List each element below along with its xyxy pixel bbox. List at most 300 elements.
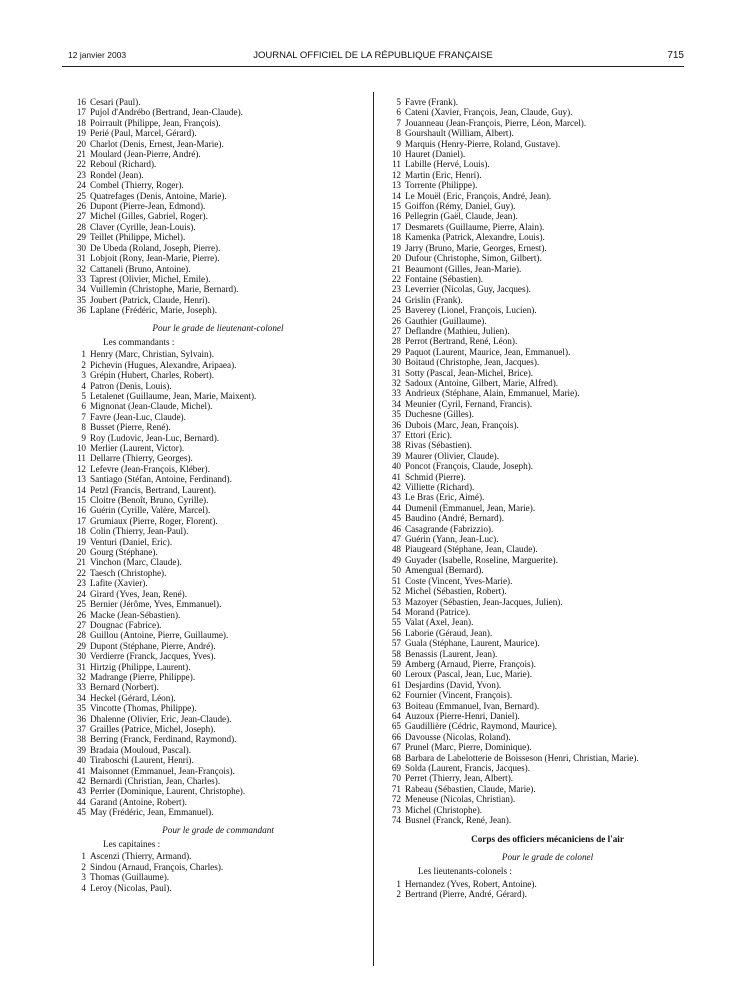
item-name: Perrier (Dominique, Laurent, Christophe). xyxy=(90,786,246,797)
item-name: Andrieux (Stéphane, Alain, Emmanuel, Marie). xyxy=(405,388,580,399)
item-number: 20 xyxy=(391,253,401,264)
item-number: 55 xyxy=(391,617,401,628)
item-name: Lefevre (Jean-François, Kléber). xyxy=(90,463,210,474)
item-name: Quatrefages (Denis, Antoine, Marie). xyxy=(90,190,227,201)
item-name: Joubert (Patrick, Claude, Henri). xyxy=(90,294,210,305)
item-number: 29 xyxy=(76,232,86,243)
item-name: Petzl (Francis, Bertrand, Laurent). xyxy=(90,484,217,495)
item-name: Maisonnet (Emmanuel, Jean-François). xyxy=(90,765,235,776)
list-item xyxy=(70,547,366,557)
item-name: Rondel (Jean). xyxy=(90,169,144,180)
item-number: 71 xyxy=(391,783,401,794)
section-intro-capitaines: Les capitaines : xyxy=(103,839,161,850)
item-number: 65 xyxy=(391,721,401,732)
item-name: Jouanneau (Jean-François, Pierre, Léon, Marcel). xyxy=(405,117,587,128)
item-name: Benassis (Laurent, Jean). xyxy=(405,648,498,659)
list-item xyxy=(385,742,710,752)
item-name: Martin (Eric, Henri). xyxy=(405,169,482,180)
list-item xyxy=(385,669,710,679)
list-item xyxy=(70,734,366,744)
item-number: 69 xyxy=(391,763,401,773)
item-number: 9 xyxy=(396,138,401,149)
item-number: 23 xyxy=(391,284,401,295)
item-name: Bernard (Norbert). xyxy=(90,682,159,693)
item-number: 16 xyxy=(76,505,86,516)
item-number: 73 xyxy=(391,804,401,815)
list-top xyxy=(70,97,366,316)
list-item xyxy=(385,222,710,232)
column-divider xyxy=(373,92,374,966)
item-name: Michel (Sébastien, Robert). xyxy=(405,586,507,597)
list-item xyxy=(385,232,710,242)
item-number: 34 xyxy=(391,398,401,409)
item-number: 3 xyxy=(81,872,86,883)
list-item xyxy=(70,370,366,380)
list-item xyxy=(385,555,710,565)
item-number: 40 xyxy=(76,755,86,766)
item-number: 1 xyxy=(396,878,401,889)
list-item xyxy=(385,378,710,388)
list-item xyxy=(385,305,710,315)
item-number: 25 xyxy=(391,305,401,316)
item-number: 15 xyxy=(391,201,401,212)
item-number: 9 xyxy=(81,432,86,443)
list-item xyxy=(385,388,710,398)
item-name: Le Mouël (Eric, François, André, Jean). xyxy=(405,190,552,201)
item-name: Baverey (Lionel, François, Lucien). xyxy=(405,305,537,316)
item-name: Sadoux (Antoine, Gilbert, Marie, Alfred). xyxy=(405,377,559,388)
item-name: Pichevin (Hugues, Alexandre, Aripaea). xyxy=(90,359,237,370)
list-item xyxy=(385,118,710,128)
item-number: 32 xyxy=(391,377,401,388)
list-item xyxy=(385,211,710,221)
item-name: Santiago (Stéfan, Antoine, Ferdinand). xyxy=(90,474,232,485)
list-item xyxy=(385,763,710,773)
item-number: 36 xyxy=(76,713,86,724)
item-name: Coste (Vincent, Yves-Marie). xyxy=(405,575,513,586)
item-number: 46 xyxy=(391,523,401,534)
item-name: Grailles (Patrice, Michel, Joseph). xyxy=(90,723,216,734)
item-name: Rivas (Sébastien). xyxy=(405,440,472,451)
list-item xyxy=(385,201,710,211)
item-number: 10 xyxy=(391,149,401,160)
item-number: 22 xyxy=(76,567,86,578)
list-item xyxy=(385,805,710,815)
item-name: Lobjoit (Rony, Jean-Marie, Pierre). xyxy=(90,253,220,264)
item-name: Merlier (Laurent, Victor). xyxy=(90,443,185,453)
list-item xyxy=(385,399,710,409)
item-number: 7 xyxy=(396,117,401,128)
list-item xyxy=(70,714,366,724)
item-name: Henry (Marc, Christian, Sylvain). xyxy=(90,349,215,360)
item-name: Bernardi (Christian, Jean, Charles). xyxy=(90,776,221,786)
list-item xyxy=(70,222,366,232)
list-item xyxy=(70,180,366,190)
item-number: 10 xyxy=(76,443,86,453)
item-number: 31 xyxy=(76,253,86,264)
item-number: 42 xyxy=(76,776,86,786)
list-item xyxy=(70,191,366,201)
list-item xyxy=(385,492,710,502)
list-item xyxy=(385,711,710,721)
list-item xyxy=(385,701,710,711)
list-item xyxy=(385,264,710,274)
item-name: Guillou (Antoine, Pierre, Guillaume). xyxy=(90,630,229,641)
list-item xyxy=(385,149,710,159)
item-number: 16 xyxy=(391,211,401,222)
item-name: Bertrand (Pierre, André, Gérard). xyxy=(405,889,527,900)
item-number: 19 xyxy=(76,536,86,547)
item-number: 14 xyxy=(391,190,401,201)
list-item xyxy=(385,503,710,513)
item-name: Mignonat (Jean-Claude, Michel). xyxy=(90,401,213,412)
list-item xyxy=(385,721,710,731)
item-number: 60 xyxy=(391,669,401,680)
item-name: Vinchon (Marc, Claude). xyxy=(90,557,182,568)
list-item xyxy=(70,589,366,599)
item-number: 33 xyxy=(76,273,86,284)
header-date: 12 janvier 2003 xyxy=(68,50,127,60)
item-number: 40 xyxy=(391,461,401,472)
list-item xyxy=(70,453,366,463)
item-name: Jarry (Bruno, Marie, Georges, Ernest). xyxy=(405,242,547,253)
item-number: 26 xyxy=(76,609,86,620)
item-name: Hirtzig (Philippe, Laurent). xyxy=(90,661,191,672)
item-number: 5 xyxy=(396,97,401,107)
item-name: Cesari (Paul). xyxy=(90,97,141,107)
item-number: 41 xyxy=(391,471,401,482)
list-item xyxy=(70,381,366,391)
item-name: Boitaud (Christophe, Jean, Jacques). xyxy=(405,357,540,368)
item-name: Dubois (Marc, Jean, François). xyxy=(405,419,519,430)
section-heading-colonel: Pour le grade de colonel xyxy=(501,851,594,862)
item-name: Laplane (Frédéric, Marie, Joseph). xyxy=(90,305,218,316)
item-name: Pujol d'Andrébo (Bertrand, Jean-Claude). xyxy=(90,107,243,118)
item-name: Grumiaux (Pierre, Roger, Florent). xyxy=(90,515,218,526)
item-name: Venturi (Daniel, Eric). xyxy=(90,536,173,547)
item-number: 58 xyxy=(391,648,401,659)
item-number: 28 xyxy=(391,336,401,347)
list-item xyxy=(385,732,710,742)
item-name: Ettori (Eric). xyxy=(405,430,452,440)
item-number: 47 xyxy=(391,534,401,545)
item-number: 72 xyxy=(391,794,401,805)
item-number: 17 xyxy=(76,515,86,526)
item-name: Busnel (Franck, René, Jean). xyxy=(405,815,512,826)
list-item xyxy=(385,159,710,169)
item-number: 74 xyxy=(391,815,401,826)
item-number: 26 xyxy=(76,201,86,212)
item-number: 22 xyxy=(76,159,86,170)
list-item xyxy=(385,243,710,253)
list-item xyxy=(70,693,366,703)
item-number: 25 xyxy=(76,190,86,201)
item-name: Patron (Denis, Louis). xyxy=(90,380,172,391)
item-name: Paquot (Laurent, Maurice, Jean, Emmanuel). xyxy=(405,346,571,357)
item-number: 31 xyxy=(391,367,401,378)
item-number: 50 xyxy=(391,565,401,576)
item-name: Guérin (Yann, Jean-Luc). xyxy=(405,534,499,545)
list-item xyxy=(70,807,366,817)
item-name: Poncot (François, Claude, Joseph). xyxy=(405,461,534,472)
item-number: 20 xyxy=(76,138,86,149)
item-number: 36 xyxy=(76,305,86,316)
item-number: 54 xyxy=(391,606,401,617)
left-column xyxy=(70,97,366,893)
list-item xyxy=(385,690,710,700)
list-item xyxy=(385,451,710,461)
list-item xyxy=(70,537,366,547)
item-name: Dumenil (Emmanuel, Jean, Marie). xyxy=(405,502,536,513)
item-number: 30 xyxy=(391,357,401,368)
list-item xyxy=(70,599,366,609)
list-item xyxy=(70,485,366,495)
item-number: 24 xyxy=(76,588,86,599)
item-name: Gauthier (Guillaume). xyxy=(405,315,487,326)
item-number: 8 xyxy=(396,128,401,139)
list-lieutenant-colonel xyxy=(70,349,366,817)
item-number: 15 xyxy=(76,495,86,506)
list-item xyxy=(70,862,366,872)
item-number: 45 xyxy=(76,807,86,818)
item-number: 17 xyxy=(76,107,86,118)
item-number: 49 xyxy=(391,554,401,565)
page-header xyxy=(62,50,684,64)
item-number: 62 xyxy=(391,690,401,701)
item-number: 23 xyxy=(76,169,86,180)
item-number: 52 xyxy=(391,586,401,597)
item-name: Taprest (Olivier, Michel, Emile). xyxy=(90,273,211,284)
list-item xyxy=(70,766,366,776)
list-item xyxy=(385,889,710,899)
item-number: 38 xyxy=(391,440,401,451)
item-name: Deflandre (Mathieu, Julien). xyxy=(405,325,510,336)
item-name: Favre (Jean-Luc, Claude). xyxy=(90,411,186,422)
item-number: 5 xyxy=(81,390,86,401)
item-number: 48 xyxy=(391,544,401,555)
item-number: 67 xyxy=(391,742,401,753)
list-item xyxy=(385,482,710,492)
list-item xyxy=(70,391,366,401)
item-name: Torrente (Philippe). xyxy=(405,180,478,191)
item-number: 33 xyxy=(391,388,401,399)
item-number: 12 xyxy=(76,463,86,474)
item-number: 13 xyxy=(76,474,86,485)
list-item xyxy=(70,401,366,411)
item-number: 16 xyxy=(76,97,86,107)
item-number: 36 xyxy=(391,419,401,430)
item-name: Grépin (Hubert, Charles, Robert). xyxy=(90,370,214,381)
item-name: Sotty (Pascal, Jean-Michel, Brice). xyxy=(405,367,534,378)
list-item xyxy=(70,797,366,807)
list-item xyxy=(70,662,366,672)
right-column xyxy=(385,97,710,899)
item-number: 45 xyxy=(391,513,401,524)
item-number: 13 xyxy=(391,180,401,191)
list-item xyxy=(385,607,710,617)
item-number: 18 xyxy=(391,232,401,243)
item-name: Favre (Frank). xyxy=(405,97,459,107)
item-name: Barbara de Labelotterie de Boisseson (Henri, Christian, Marie). xyxy=(405,752,639,763)
list-item xyxy=(385,295,710,305)
list-item xyxy=(385,180,710,190)
list-item xyxy=(70,495,366,505)
item-name: Guyader (Isabelle, Roseline, Marguerite). xyxy=(405,554,558,565)
item-number: 44 xyxy=(391,502,401,513)
item-name: Le Bras (Eric, Aimé). xyxy=(405,492,485,503)
item-number: 39 xyxy=(76,744,86,755)
item-name: Bradaia (Mouloud, Pascal). xyxy=(90,744,192,755)
list-item xyxy=(385,336,710,346)
list-item xyxy=(70,284,366,294)
item-name: Perrot (Bertrand, René, Léon). xyxy=(405,336,518,347)
item-name: Leroy (Nicolas, Paul). xyxy=(90,882,172,893)
item-number: 25 xyxy=(76,599,86,610)
list-item xyxy=(70,201,366,211)
item-name: Letalenet (Guillaume, Jean, Marie, Maixent). xyxy=(90,390,257,401)
list-item xyxy=(385,253,710,263)
item-name: Dufour (Christophe, Simon, Gilbert). xyxy=(405,253,542,264)
item-name: Perié (Paul, Marcel, Gérard). xyxy=(90,128,197,139)
item-name: Lafite (Xavier). xyxy=(90,578,148,589)
page-number: 715 xyxy=(667,50,684,61)
list-item xyxy=(70,641,366,651)
item-name: May (Frédéric, Jean, Emmanuel). xyxy=(90,807,214,818)
item-number: 31 xyxy=(76,661,86,672)
item-name: Marquis (Henry-Pierre, Roland, Gustave). xyxy=(405,138,561,149)
item-number: 12 xyxy=(391,169,401,180)
item-number: 68 xyxy=(391,752,401,763)
list-item xyxy=(385,472,710,482)
item-number: 32 xyxy=(76,671,86,682)
journal-title: JOURNAL OFFICIEL DE LA RÉPUBLIQUE FRANÇAISE xyxy=(253,50,493,61)
item-number: 20 xyxy=(76,547,86,558)
list-item xyxy=(70,703,366,713)
list-item xyxy=(385,638,710,648)
item-number: 37 xyxy=(391,430,401,440)
item-name: Desjardins (David, Yvon). xyxy=(405,679,502,690)
item-number: 29 xyxy=(76,640,86,651)
list-item xyxy=(70,274,366,284)
list-item xyxy=(70,433,366,443)
list-item xyxy=(70,526,366,536)
section-heading-lieutenant-colonel: Pour le grade de lieutenant-colonel xyxy=(152,322,284,333)
item-name: Solda (Laurent, Francis, Jacques). xyxy=(405,763,531,773)
item-name: Busset (Pierre, René). xyxy=(90,422,171,433)
item-name: Fontaine (Sébastien). xyxy=(405,273,484,284)
list-item xyxy=(385,461,710,471)
list-item xyxy=(70,232,366,242)
header-rule xyxy=(62,66,684,67)
list-item xyxy=(70,557,366,567)
list-item xyxy=(385,513,710,523)
item-name: Teillet (Philippe, Michel). xyxy=(90,232,186,243)
item-number: 34 xyxy=(76,284,86,295)
item-name: Sindou (Arnaud, François, Charles). xyxy=(90,861,224,872)
item-number: 70 xyxy=(391,773,401,784)
item-name: Casagrande (Fabrizzio). xyxy=(405,523,494,534)
item-number: 1 xyxy=(81,349,86,360)
item-number: 35 xyxy=(76,294,86,305)
item-number: 7 xyxy=(81,411,86,422)
list-commandant-continued xyxy=(385,97,710,825)
item-name: Hauret (Daniel). xyxy=(405,149,466,160)
list-item xyxy=(70,682,366,692)
item-number: 26 xyxy=(391,315,401,326)
list-item xyxy=(385,586,710,596)
list-item xyxy=(385,107,710,117)
list-item xyxy=(385,440,710,450)
item-name: Vincotte (Thomas, Philippe). xyxy=(90,703,197,714)
item-name: Grislin (Frank). xyxy=(405,294,463,305)
item-name: Colin (Thierry, Jean-Paul). xyxy=(90,526,189,537)
item-name: Goiffon (Rémy, Daniel, Guy). xyxy=(405,201,516,212)
item-number: 64 xyxy=(391,710,401,721)
item-number: 6 xyxy=(81,401,86,412)
item-name: Beaumont (Gilles, Jean-Marie). xyxy=(405,263,522,274)
list-commandant xyxy=(70,851,366,893)
item-number: 35 xyxy=(76,703,86,714)
list-item xyxy=(385,316,710,326)
list-item xyxy=(70,107,366,117)
list-item xyxy=(385,879,710,889)
item-name: Meneuse (Nicolas, Christian). xyxy=(405,794,516,805)
item-name: Valat (Axel, Jean). xyxy=(405,617,474,628)
item-name: Hernandez (Yves, Robert, Antoine). xyxy=(405,878,537,889)
item-number: 66 xyxy=(391,731,401,742)
corps-heading: Corps des officiers mécaniciens de l'air xyxy=(471,834,624,845)
list-item xyxy=(385,191,710,201)
item-number: 39 xyxy=(391,450,401,461)
list-item xyxy=(70,610,366,620)
item-number: 3 xyxy=(81,370,86,381)
item-number: 51 xyxy=(391,575,401,586)
item-number: 32 xyxy=(76,263,86,274)
list-item xyxy=(70,578,366,588)
item-name: Guala (Stéphane, Laurent, Maurice). xyxy=(405,638,540,649)
list-item xyxy=(385,347,710,357)
list-item xyxy=(385,617,710,627)
item-name: Girard (Yves, Jean, René). xyxy=(90,588,188,599)
item-number: 43 xyxy=(391,492,401,503)
list-item xyxy=(385,170,710,180)
item-name: Dellarre (Thierry, Georges). xyxy=(90,453,193,464)
list-item xyxy=(385,815,710,825)
item-name: Desmarets (Guillaume, Pierre, Alain). xyxy=(405,221,545,232)
list-item xyxy=(70,253,366,263)
item-number: 24 xyxy=(76,180,86,191)
item-name: Meunier (Cyril, Fernand, Francis). xyxy=(405,398,533,409)
list-item xyxy=(385,649,710,659)
item-number: 35 xyxy=(391,409,401,420)
item-number: 30 xyxy=(76,242,86,253)
list-item xyxy=(70,755,366,765)
list-item xyxy=(385,544,710,554)
item-number: 29 xyxy=(391,346,401,357)
item-name: Amberg (Arnaud, Pierre, François). xyxy=(405,658,536,669)
item-name: Leroux (Pascal, Jean, Luc, Marie). xyxy=(405,669,533,680)
list-item xyxy=(70,211,366,221)
item-name: Thomas (Guillaume). xyxy=(90,872,170,883)
item-name: Reboul (Richard). xyxy=(90,159,157,170)
list-item xyxy=(70,128,366,138)
item-name: Auzoux (Pierre-Henri, Daniel). xyxy=(405,710,520,721)
list-item xyxy=(385,326,710,336)
item-name: Kamenka (Patrick, Alexandre, Louis). xyxy=(405,232,545,243)
list-item xyxy=(385,534,710,544)
item-number: 19 xyxy=(391,242,401,253)
list-item xyxy=(70,786,366,796)
